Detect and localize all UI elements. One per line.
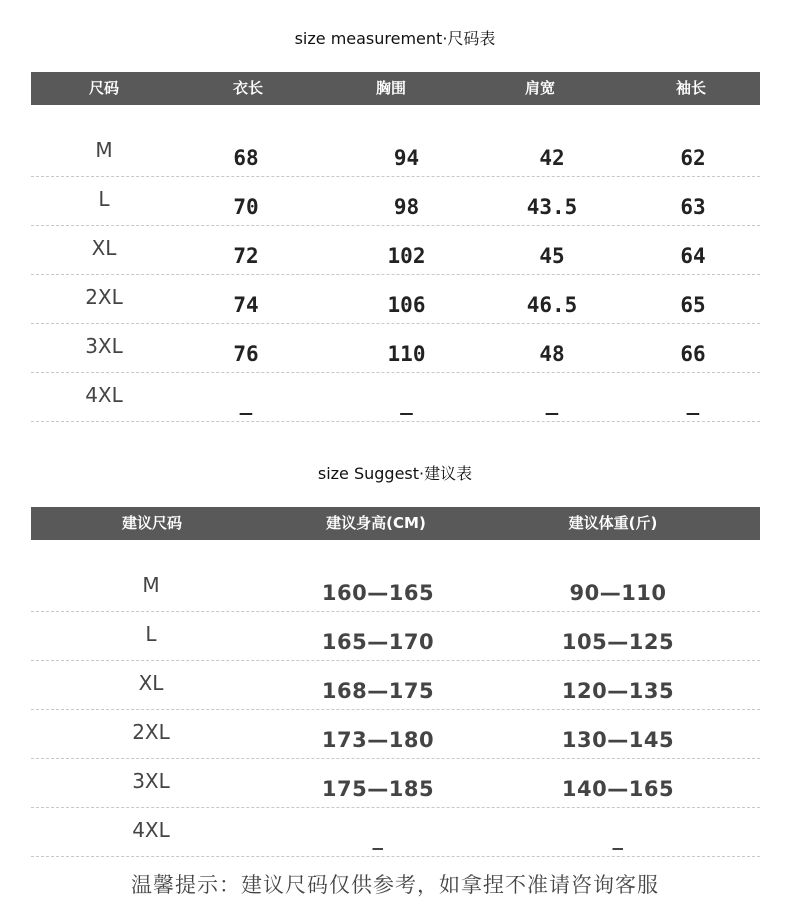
measurement-value: _ — [239, 391, 253, 415]
measurement-header — [31, 72, 760, 105]
suggest-header — [31, 507, 760, 540]
suggest-value: 173—180 — [321, 728, 435, 752]
measurement-value: 110 — [387, 342, 426, 366]
measurement-row — [31, 323, 760, 373]
size-label: XL — [91, 236, 117, 260]
measurement-value: 48 — [539, 342, 565, 366]
measurement-value: 43.5 — [526, 195, 578, 219]
size-label: XL — [138, 671, 164, 695]
suggest-row — [31, 807, 760, 857]
measurement-header-chest: 胸围 — [375, 79, 406, 97]
measurement-value: _ — [400, 391, 413, 415]
suggest-header-weight: 建议体重(斤) — [568, 514, 658, 532]
suggest-row — [31, 611, 760, 661]
suggest-value: 175—185 — [321, 777, 435, 801]
suggest-title: size Suggest·建议表 — [317, 464, 473, 483]
suggest-value: _ — [372, 826, 384, 850]
measurement-value: 62 — [680, 146, 706, 170]
measurement-value: 94 — [393, 146, 420, 170]
size-label: 2XL — [132, 720, 170, 744]
measurement-value: 65 — [680, 293, 706, 317]
measurement-value: 76 — [233, 342, 259, 366]
measurement-row — [31, 372, 760, 422]
suggest-value: 105—125 — [561, 630, 675, 654]
suggest-row — [31, 660, 760, 710]
suggest-header-size: 建议尺码 — [121, 514, 182, 532]
measurement-value: 45 — [539, 244, 565, 268]
measurement-value: 106 — [387, 293, 426, 317]
measurement-value: _ — [545, 391, 559, 415]
measurement-header-sleeve: 袖长 — [675, 79, 706, 97]
measurement-row — [31, 225, 760, 275]
measurement-header-shoulder: 肩宽 — [524, 79, 555, 97]
suggest-row — [31, 758, 760, 808]
size-label: M — [142, 573, 160, 597]
measurement-row — [31, 127, 760, 177]
measurement-value: 42 — [539, 146, 565, 170]
suggest-value: _ — [612, 826, 624, 850]
size-label: L — [145, 622, 157, 646]
measurement-row — [31, 274, 760, 324]
size-label: 4XL — [85, 383, 123, 407]
suggest-header-height: 建议身高(CM) — [326, 514, 426, 532]
suggest-value: 168—175 — [321, 679, 435, 703]
measurement-header-size: 尺码 — [88, 79, 119, 97]
measurement-title: size measurement·尺码表 — [294, 29, 496, 48]
measurement-value: 66 — [680, 342, 706, 366]
measurement-row — [31, 176, 760, 226]
suggest-value: 160—165 — [321, 581, 435, 605]
suggest-value: 140—165 — [561, 777, 675, 801]
size-label: 4XL — [132, 818, 170, 842]
suggest-value: 165—170 — [321, 630, 435, 654]
suggest-row — [31, 709, 760, 759]
measurement-value: 70 — [233, 195, 259, 219]
measurement-value: 63 — [680, 195, 706, 219]
measurement-value: 46.5 — [526, 293, 578, 317]
measurement-header-length: 衣长 — [232, 79, 263, 97]
measurement-value: 102 — [387, 244, 426, 268]
measurement-value: 64 — [680, 244, 706, 268]
measurement-value: _ — [686, 391, 700, 415]
size-label: 3XL — [132, 769, 170, 793]
suggest-value: 120—135 — [561, 679, 675, 703]
measurement-value: 72 — [233, 244, 259, 268]
measurement-value: 74 — [233, 293, 259, 317]
suggest-value: 90—110 — [569, 581, 667, 605]
size-label: 3XL — [85, 334, 123, 358]
size-label: L — [98, 187, 110, 211]
suggest-row — [31, 562, 760, 612]
tip-note: 温馨提示：建议尺码仅供参考，如拿捏不准请咨询客服 — [131, 873, 659, 897]
suggest-value: 130—145 — [561, 728, 675, 752]
measurement-value: 68 — [233, 146, 259, 170]
size-label: 2XL — [85, 285, 123, 309]
measurement-value: 98 — [393, 195, 420, 219]
size-label: M — [95, 138, 113, 162]
